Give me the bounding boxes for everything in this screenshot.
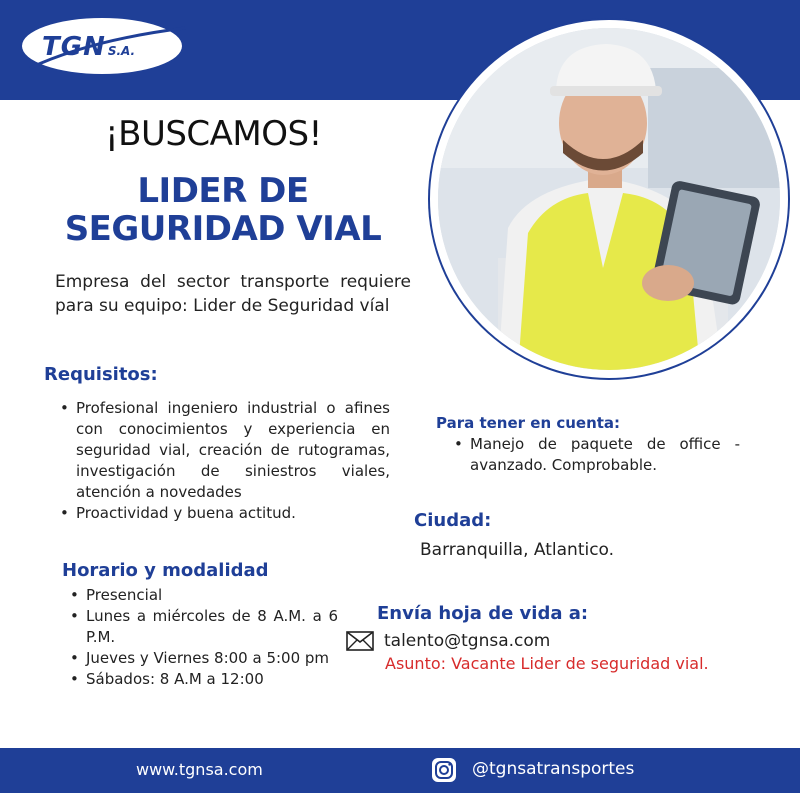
requisitos-list xyxy=(56,398,390,524)
job-title-line-2: SEGURIDAD VIAL xyxy=(64,209,382,249)
cuenta-heading: Para tener en cuenta: xyxy=(436,414,621,432)
email-subject: Asunto: Vacante Lider de seguridad vial. xyxy=(385,654,709,673)
logo-text: TGN S.A. xyxy=(42,32,136,62)
list-item: • Profesional ingeniero industrial o afines con conocimientos y experiencia en seguridad vial, creación de rutogramas, investigación de siniestros viales, atención a novedades xyxy=(56,398,390,503)
ciudad-value: Barranquilla, Atlantico. xyxy=(420,540,615,560)
instagram-icon[interactable] xyxy=(431,757,457,783)
email-row[interactable] xyxy=(346,631,550,651)
list-item: • Manejo de paquete de office - avanzado. Comprobable. xyxy=(450,434,740,476)
footer-band xyxy=(0,748,800,793)
company-logo xyxy=(20,10,190,82)
mail-icon xyxy=(346,631,374,651)
worker-illustration xyxy=(438,28,780,370)
website-link[interactable]: www.tgnsa.com xyxy=(136,760,263,779)
list-item: • Presencial xyxy=(66,585,338,606)
intro-text: Empresa del sector transporte requiere para su equipo: Lider de Seguridad víal xyxy=(55,272,411,316)
cuenta-list xyxy=(450,434,740,476)
email-link[interactable]: talento@tgnsa.com xyxy=(384,631,551,651)
envia-heading: Envía hoja de vida a: xyxy=(377,603,589,624)
job-title-line-1: LIDER DE xyxy=(137,171,309,211)
horario-heading: Horario y modalidad xyxy=(62,560,269,581)
hiring-kicker: ¡BUSCAMOS! xyxy=(105,114,322,154)
list-item: • Jueves y Viernes 8:00 a 5:00 pm xyxy=(66,648,338,669)
requisitos-heading: Requisitos: xyxy=(44,364,158,385)
list-item: • Sábados: 8 A.M a 12:00 xyxy=(66,669,338,690)
hero-photo xyxy=(430,20,788,378)
list-item: • Lunes a miércoles de 8 A.M. a 6 P.M. xyxy=(66,606,338,648)
job-title xyxy=(58,172,388,248)
horario-list xyxy=(66,585,338,690)
instagram-handle[interactable]: @tgnsatransportes xyxy=(472,759,635,779)
ciudad-heading: Ciudad: xyxy=(414,510,492,531)
list-item: • Proactividad y buena actitud. xyxy=(56,503,390,524)
